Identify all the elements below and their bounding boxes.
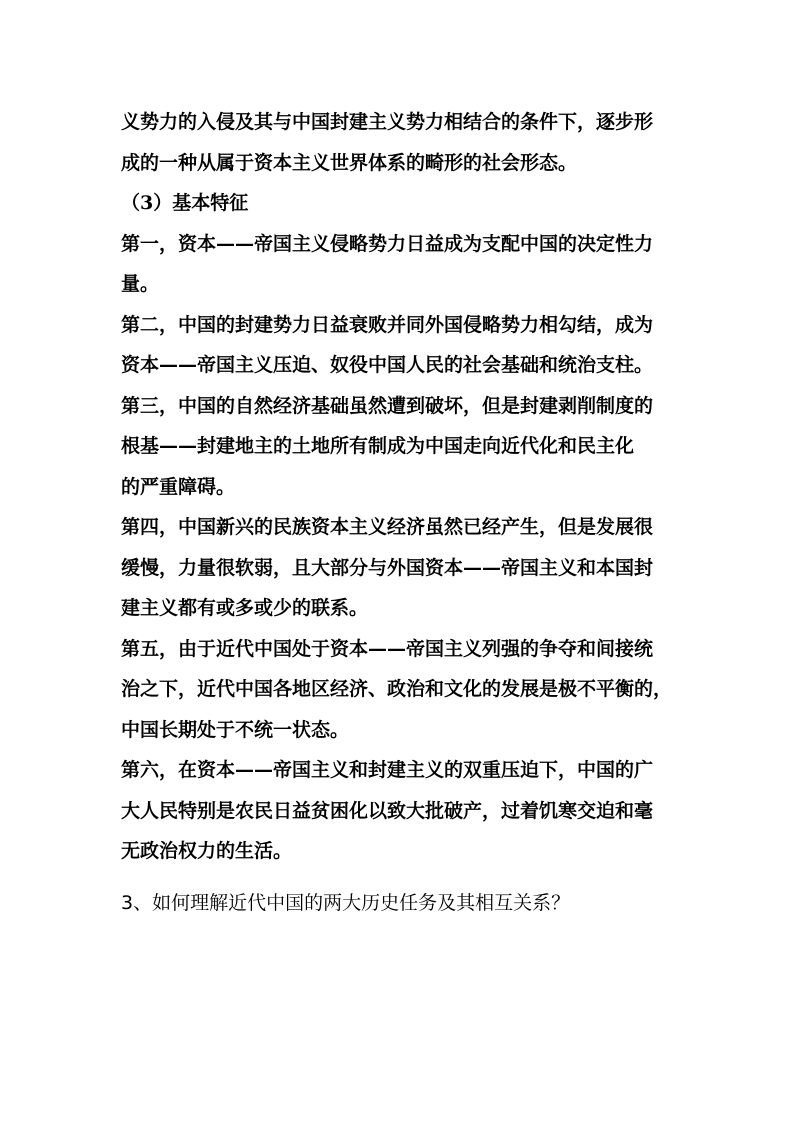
text-line: 资本——帝国主义压迫、奴役中国人民的社会基础和统治支柱。 [121,354,654,376]
section-heading [121,183,681,224]
text-line: 无政治权力的生活。 [121,840,293,862]
feature-3 [121,386,681,508]
continuation-paragraph [121,102,681,183]
feature-2 [121,305,681,386]
text-line: 缓慢，力量很软弱，且大部分与外国资本——帝国主义和本国封 [121,556,654,579]
feature-5 [121,629,681,751]
text-line: 量。 [121,273,160,295]
text-line: 第五，由于近代中国处于资本——帝国主义列强的争夺和间接统 [121,637,654,660]
text-line: 第六，在资本——帝国主义和封建主义的双重压迫下，中国的广 [121,759,654,781]
text-line: 的严重障碍。 [121,475,236,498]
feature-4 [121,507,681,629]
text-line: 第三，中国的自然经济基础虽然遭到破坏，但是封建剥削制度的 [121,394,654,417]
text-line: 大人民特别是农民日益贫困化以致大批破产，过着饥寒交迫和毫 [121,799,654,822]
text-line: 成的一种从属于资本主义世界体系的畸形的社会形态。 [121,151,578,174]
feature-1 [121,224,681,305]
heading-text: （3）基本特征 [121,192,249,214]
document-body [121,102,681,923]
text-line: 第二，中国的封建势力日益衰败并同外国侵略势力相勾结，成为 [121,313,654,336]
feature-6 [121,750,681,872]
question-heading: 3、如何理解近代中国的两大历史任务及其相互关系？ [121,891,571,914]
text-line: 第四，中国新兴的民族资本主义经济虽然已经产生，但是发展很 [121,516,654,538]
text-line: 义势力的入侵及其与中国封建主义势力相结合的条件下，逐步形 [121,111,654,133]
text-line: 中国长期处于不统一状态。 [121,718,350,741]
text-line: 治之下，近代中国各地区经济、政治和文化的发展是极不平衡的， [121,678,673,700]
text-line: 第一，资本——帝国主义侵略势力日益成为支配中国的决定性力 [121,232,654,255]
text-line: 根基——封建地主的土地所有制成为中国走向近代化和民主化 [121,435,635,457]
text-line: 建主义都有或多或少的联系。 [121,597,369,619]
